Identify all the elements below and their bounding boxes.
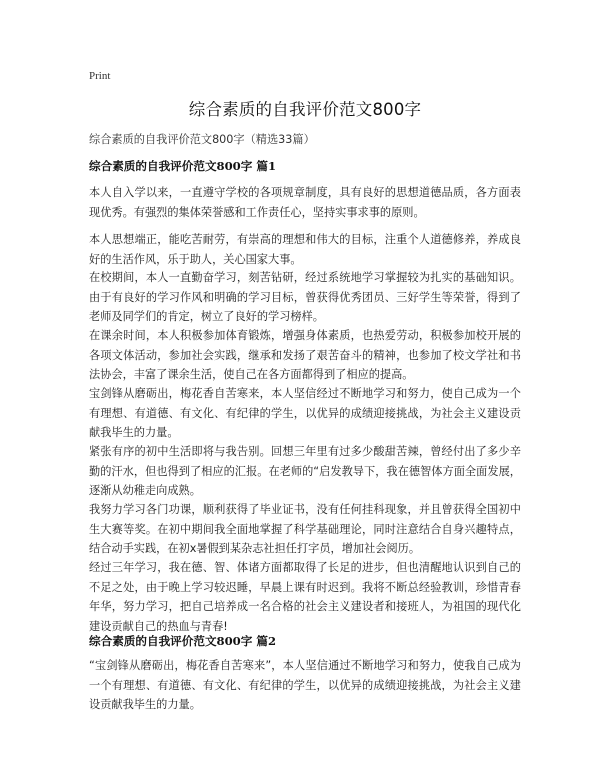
- paragraph: 我努力学习各门功课，顺利获得了毕业证书，没有任何挂科现象，并且曾获得全国初中生大赛等奖。在初中期间我全面地掌握了科学基础理论，同时注意结合自身兴趣特点，结合动手实践，在初x暑假到某杂志社担任打字员，增加社会阅历。: [89, 503, 521, 555]
- print-link[interactable]: Print: [89, 70, 111, 82]
- section-heading-2: 综合素质的自我评价范文800字 篇2: [89, 634, 277, 648]
- paragraph: 紧张有序的初中生活即将与我告别。回想三年里有过多少酸甜苦辣，曾经付出了多少辛勤的汗水，但也得到了相应的汇报。在老师的“启发教导下，我在德智体方面全面发展，逐渐从幼稚走向成熟。: [89, 445, 521, 497]
- paragraph: 在校期间，本人一直勤奋学习，刻苦钻研，经过系统地学习掌握较为扎实的基础知识。由于有良好的学习作风和明确的学习目标，曾获得优秀团员、三好学生等荣誉，得到了老师及同学们的肯定，树立了良好的学习榜样。: [89, 271, 521, 323]
- paragraph: 本人自入学以来，一直遵守学校的各项规章制度，具有良好的思想道德品质，各方面表现优秀。有强烈的集体荣誉感和工作责任心，坚持实事求事的原则。: [89, 186, 521, 219]
- document-subtitle: 综合素质的自我评价范文800字（精选33篇）: [89, 133, 315, 146]
- section-heading-1: 综合素质的自我评价范文800字 篇1: [89, 159, 277, 173]
- paragraph: 经过三年学习，我在德、智、体诸方面都取得了长足的进步，但也清醒地认识到自己的不足之处，由于晚上学习较迟睡，早晨上课有时迟到。我将不断总经验教训，珍惜青春年华，努力学习，把自己培养成一名合格的社会主义建设者和接班人，为祖国的现代化建设贡献自己的热血与青春!: [89, 561, 521, 633]
- paragraph: 本人思想端正，能吃苦耐劳，有崇高的理想和伟大的目标，注重个人道德修养，养成良好的生活作风，乐于助人，关心国家大事。: [89, 233, 521, 266]
- paragraph: 宝剑锋从磨砺出，梅花香自苦寒来，本人坚信经过不断地学习和努力，使自己成为一个有理想、有道德、有文化、有纪律的学生，以优异的成绩迎接挑战，为社会主义建设贡献我毕生的力量。: [89, 387, 521, 439]
- paragraph: “宝剑锋从磨砺出，梅花香自苦寒来”，本人坚信通过不断地学习和努力，使我自己成为一个有理想、有道德、有文化、有纪律的学生，以优异的成绩迎接挑战，为社会主义建设贡献我毕生的力量。: [89, 659, 521, 711]
- paragraph: 在课余时间，本人积极参加体育锻炼，增强身体素质，也热爱劳动，积极参加校开展的各项文体活动，参加社会实践，继承和发扬了艰苦奋斗的精神，也参加了校文学社和书法协会，丰富了课余生活，使自己在各方面都得到了相应的提高。: [89, 329, 521, 381]
- page-title: 综合素质的自我评价范文800字: [188, 100, 422, 119]
